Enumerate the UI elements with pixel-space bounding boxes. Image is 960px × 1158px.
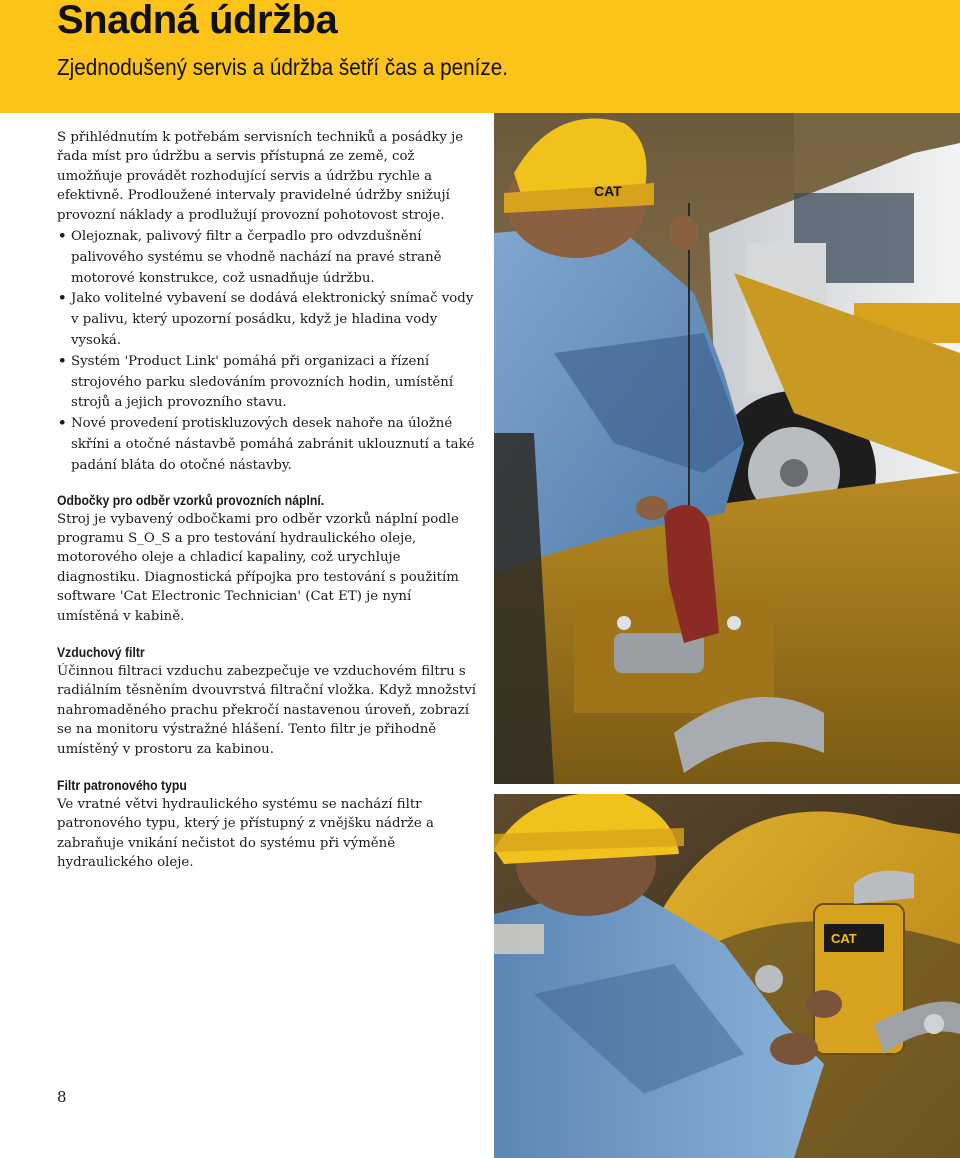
- bullet-icon: •: [58, 353, 67, 369]
- technician-air-filter-photo: [494, 794, 960, 1158]
- list-item: • Jako volitelné vybavení se dodává elektronický snímač vody v palivu, který upozorní posádku, když je hladina vody vysoká.: [58, 291, 474, 349]
- section-air-filter: [57, 643, 477, 759]
- bullet-icon: •: [58, 416, 67, 432]
- page-title: Snadná údržba: [57, 0, 338, 42]
- section-cartridge-filter: [57, 776, 477, 873]
- list-item: • Olejoznak, palivový filtr a čerpadlo pro odvzdušnění palivového systému se vhodně nachází na pravé straně motorové konstrukce, což usnadňuje údržbu.: [58, 229, 442, 286]
- bullet-icon: •: [58, 291, 67, 307]
- header-band: [0, 0, 960, 113]
- section-body: Ve vratné větvi hydraulického systému se nachází filtr patronového typu, který je přístupný z vnějšku nádrže a zabraňuje vnikání nečistot do systému při výměně hydraulického oleje.: [57, 797, 434, 871]
- page-number: 8: [57, 1088, 67, 1106]
- section-heading: Filtr patronového typu: [57, 778, 187, 794]
- cat-logo-filter: CAT: [831, 931, 857, 946]
- list-item: • Nové provedení protiskluzových desek nahoře na úložné skříni a otočné nástavbě pomáhá zabránit uklouznutí a také padání bláta do otočné nástavby.: [58, 416, 475, 473]
- section-fluid-sampling: [57, 491, 477, 626]
- page-subtitle: Zjednodušený servis a údržba šetří čas a peníze.: [57, 54, 509, 80]
- bullet-icon: •: [58, 229, 67, 245]
- list-item: • Systém 'Product Link' pomáhá při organizaci a řízení strojového parku sledováním provozních hodin, umístění strojů a jejich provozního stavu.: [58, 353, 454, 411]
- section-body: Stroj je vybavený odbočkami pro odběr vzorků náplní podle programu S_O_S a pro testování hydraulického oleje, motorového oleje a chladicí kapaliny, což urychluje diagnostiku. Diagnostická přípojka pro testování s použitím software 'Cat Electronic Technician' (Cat ET) je nyní umístěná v kabině.: [57, 511, 459, 624]
- section-body: Účinnou filtraci vzduchu zabezpečuje ve vzduchovém filtru s radiálním těsněním dvouvrstvá filtrační vložka. Když množství nahromaděného prachu překročí nastavenou úroveň, zobrazí se na monitoru výstražné hlášení. Tento filtr je přihodně umístěný v prostoru za kabinou.: [57, 664, 477, 757]
- section-heading: Odbočky pro odběr vzorků provozních náplní.: [57, 492, 325, 508]
- text-column: [57, 128, 477, 873]
- technician-dipstick-photo: [494, 113, 960, 784]
- cat-logo: CAT: [594, 183, 622, 199]
- feature-list: [57, 227, 477, 477]
- section-heading: Vzduchový filtr: [57, 645, 145, 661]
- intro-paragraph: S přihlédnutím k potřebám servisních techniků a posádky je řada míst pro údržbu a servis přístupná ze země, což umožňuje provádět rozhodující servis a údržbu rychle a efektivně. Prodloužené intervaly pravidelné údržby snižují provozní náklady a prodlužují provozní pohotovost stroje.: [57, 130, 464, 223]
